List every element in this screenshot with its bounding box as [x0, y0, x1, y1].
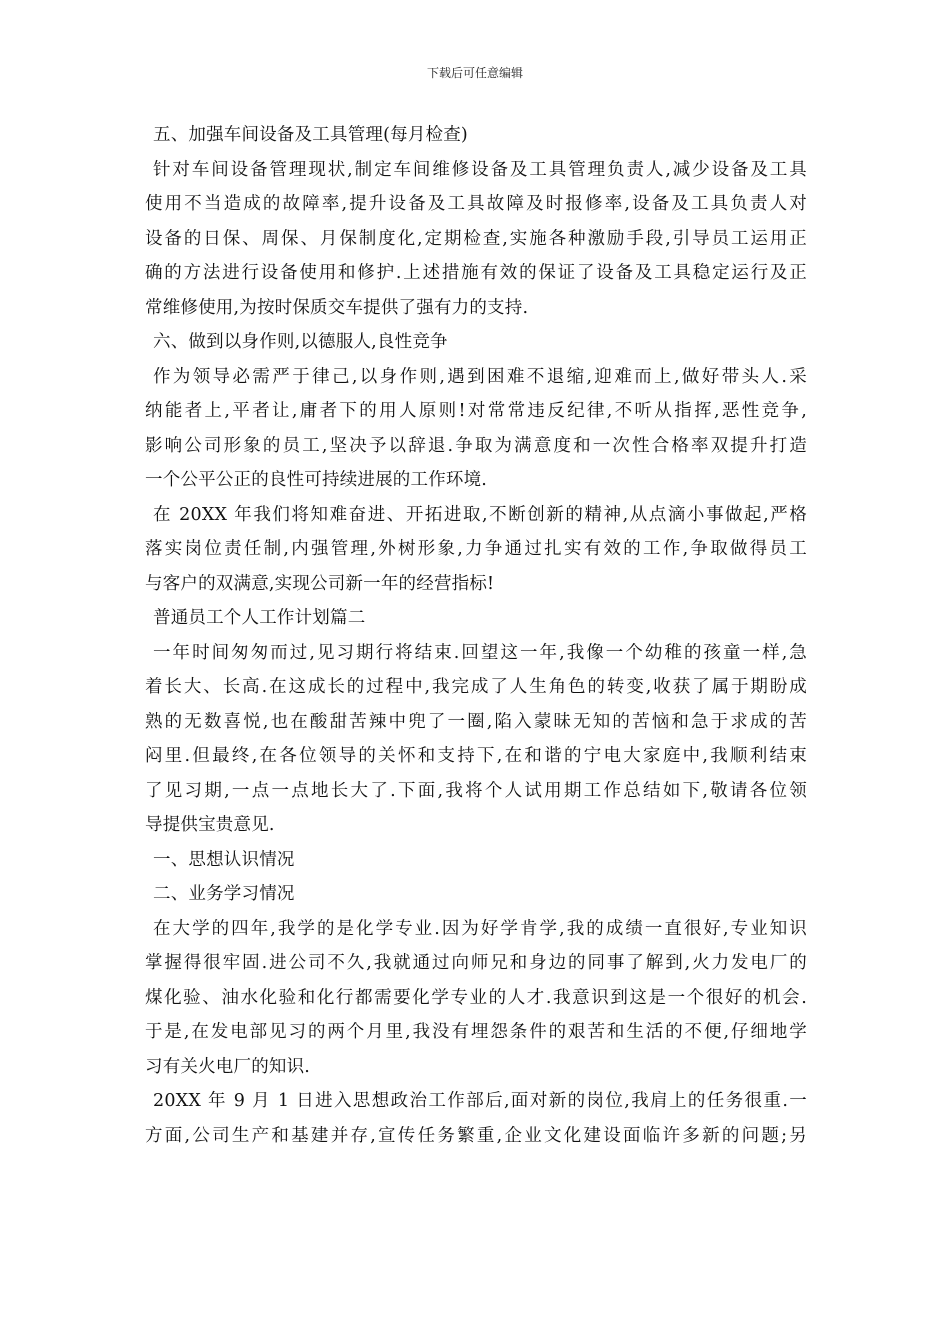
text-line: 二、业务学习情况 — [153, 884, 295, 904]
text-line: 习有关火电厂的知识. — [145, 1056, 311, 1077]
text-line: 设备的日保、周保、月保制度化,定期检查,实施各种激励手段,引导员工运用正 — [145, 228, 807, 249]
text-line: 影响公司形象的员工,坚决予以辞退.争取为满意度和一次性合格率双提升打造 — [145, 435, 807, 456]
text-line: 纳能者上,平者让,庸者下的用人原则!对常常违反纪律,不听从指挥,恶性竞争, — [145, 401, 807, 421]
text-line: 在 20XX 年我们将知难奋进、开拓进取,不断创新的精神,从点滴小事做起,严格 — [153, 504, 807, 525]
text-line: 落实岗位责任制,内强管理,外树形象,力争通过扎实有效的工作,争取做得员工 — [145, 539, 807, 559]
text-line: 普通员工个人工作计划篇二 — [153, 608, 366, 628]
text-line: 与客户的双满意,实现公司新一年的经营指标! — [145, 573, 495, 594]
text-line: 一、思想认识情况 — [153, 849, 295, 870]
text-line: 了见习期,一点一点地长大了.下面,我将个人试用期工作总结如下,敬请各位领 — [145, 780, 807, 801]
text-line: 使用不当造成的故障率,提升设备及工具故障及时报修率,设备及工具负责人对 — [145, 194, 807, 214]
text-line: 煤化验、油水化验和化行都需要化学专业的人才.我意识到这是一个很好的机会. — [145, 987, 807, 1008]
text-line: 一年时间匆匆而过,见习期行将结束.回望这一年,我像一个幼稚的孩童一样,急 — [153, 642, 807, 663]
text-line: 一个公平公正的良性可持续进展的工作环境. — [145, 470, 488, 490]
text-line: 20XX 年 9 月 1 日进入思想政治工作部后,面对新的岗位,我肩上的任务很重.一 — [153, 1091, 807, 1111]
text-line: 确的方法进行设备使用和修护.上述措施有效的保证了设备及工具稳定运行及正 — [145, 263, 807, 283]
text-line: 常维修使用,为按时保质交车提供了强有力的支持. — [145, 297, 529, 318]
text-line: 于是,在发电部见习的两个月里,我没有埋怨条件的艰苦和生活的不便,仔细地学 — [145, 1022, 807, 1042]
text-line: 作为领导必需严于律己,以身作则,遇到困难不退缩,迎难而上,做好带头人.采 — [153, 366, 807, 387]
text-line: 在大学的四年,我学的是化学专业.因为好学肯学,我的成绩一直很好,专业知识 — [153, 918, 807, 939]
text-line: 六、做到以身作则,以德服人,良性竞争 — [153, 332, 448, 352]
document-body — [145, 118, 807, 1153]
page-header: 下载后可任意编辑 — [426, 66, 523, 80]
text-line: 熟的无数喜悦,也在酸甜苦辣中兜了一圈,陷入蒙昧无知的苦恼和急于求成的苦 — [145, 711, 807, 732]
text-line: 针对车间设备管理现状,制定车间维修设备及工具管理负责人,减少设备及工具 — [153, 159, 807, 180]
text-line: 方面,公司生产和基建并存,宣传任务繁重,企业文化建设面临许多新的问题;另 — [145, 1125, 807, 1146]
text-line: 五、加强车间设备及工具管理(每月检查) — [153, 125, 468, 145]
text-line: 闷里.但最终,在各位领导的关怀和支持下,在和谐的宁电大家庭中,我顺利结束 — [145, 746, 807, 766]
text-line: 导提供宝贵意见. — [145, 815, 275, 835]
text-line: 掌握得很牢固.进公司不久,我就通过向师兄和身边的同事了解到,火力发电厂的 — [145, 953, 807, 973]
text-line: 着长大、长高.在这成长的过程中,我完成了人生角色的转变,收获了属于期盼成 — [145, 677, 807, 697]
